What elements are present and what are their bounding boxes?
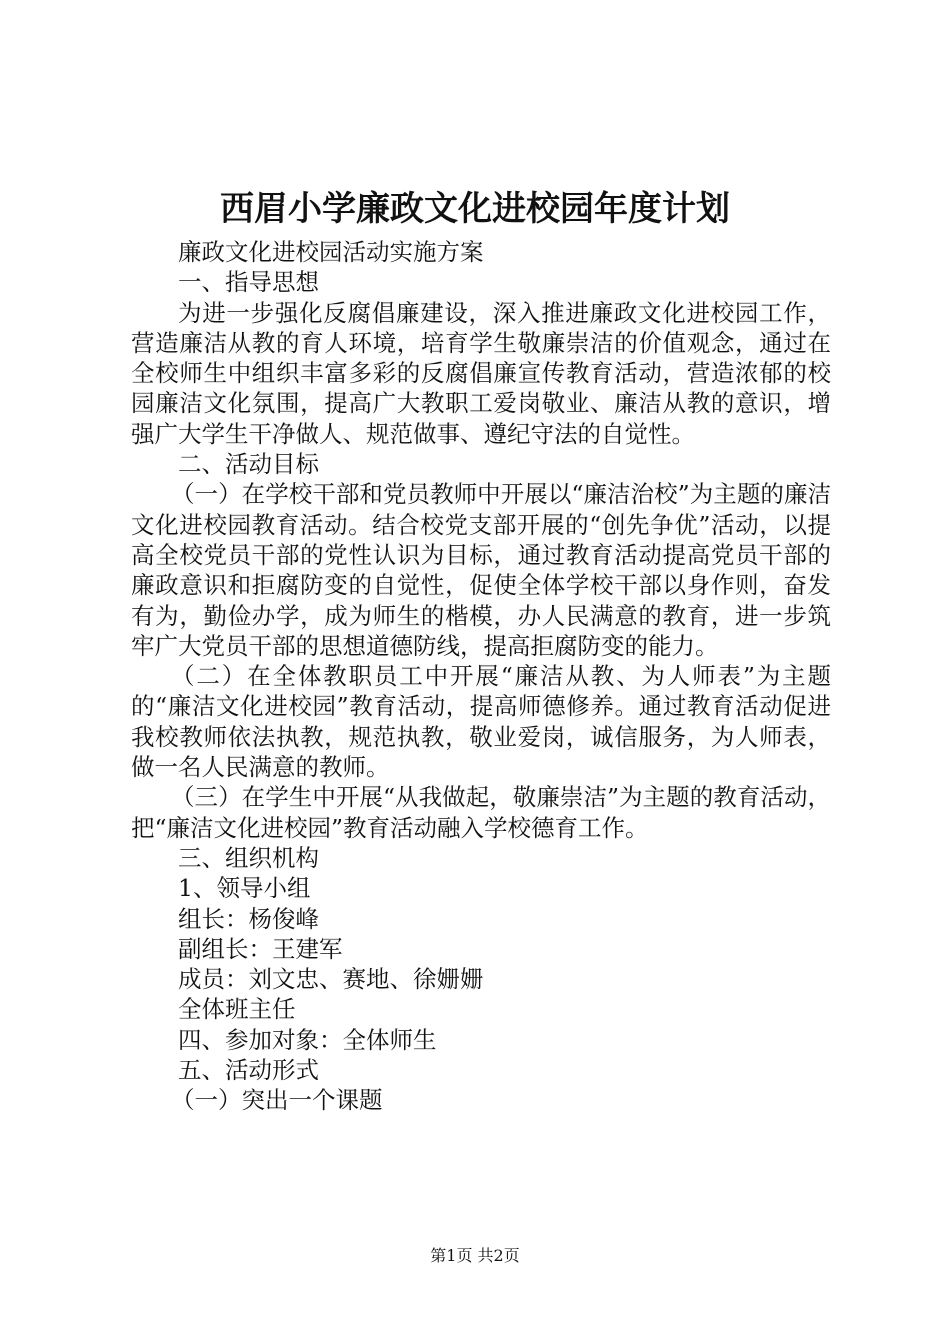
paragraph-members: 成员：刘文忠、赛地、徐姗姗 (178, 965, 484, 994)
paragraph-group-leader: 组长：杨俊峰 (178, 904, 319, 933)
page-footer: 第1页 共2页 (430, 1246, 520, 1265)
heading-activity-goals: 二、活动目标 (178, 450, 319, 479)
paragraph-leadership-group: 1、领导小组 (178, 874, 311, 903)
heading-activity-forms: 五、活动形式 (178, 1056, 319, 1085)
document-title: 西眉小学廉政文化进校园年度计划 (220, 189, 730, 229)
paragraph-form-1: （一）突出一个课题 (171, 1086, 383, 1115)
paragraph-deputy-leader: 副组长：王建军 (178, 934, 343, 963)
paragraph-goal-3: （三）在学生中开展“从我做起，敬廉崇洁”为主题的教育活动，把“廉洁文化进校园”教育活动融入学校德育工作。 (131, 783, 831, 842)
heading-organization: 三、组织机构 (178, 843, 319, 872)
paragraph-guiding-thought: 为进一步强化反腐倡廉建设，深入推进廉政文化进校园工作，营造廉洁从教的育人环境，培育学生敬廉崇洁的价值观念，通过在全校师生中组织丰富多彩的反腐倡廉宣传教育活动，营造浓郁的校园廉洁文化氛围，提高广大教职工爱岗敬业、廉洁从教的意识，增强广大学生干净做人、规范做事、遵纪守法的自觉性。 (131, 298, 831, 448)
document-body (131, 237, 831, 1116)
paragraph-goal-1: （一）在学校干部和党员教师中开展以“廉洁治校”为主题的廉洁文化进校园教育活动。结合校党支部开展的“创先争优”活动，以提高全校党员干部的党性认识为目标，通过教育活动提高党员干部的廉政意识和拒腐防变的自觉性，促使全体学校干部以身作则，奋发有为，勤俭办学，成为师生的楷模，办人民满意的教育，进一步筑牢广大党员干部的思想道德防线，提高拒腐防变的能力。 (131, 480, 831, 660)
heading-participants: 四、参加对象：全体师生 (178, 1025, 437, 1054)
paragraph-goal-2: （二）在全体教职员工中开展“廉洁从教、为人师表”为主题的“廉洁文化进校园”教育活动，提高师德修养。通过教育活动促进我校教师依法执教，规范执教，敬业爱岗，诚信服务，为人师表，做一名人民满意的教师。 (131, 662, 831, 782)
paragraph-subtitle: 廉政文化进校园活动实施方案 (178, 238, 484, 266)
paragraph-class-teachers: 全体班主任 (178, 995, 296, 1024)
heading-guiding-thought: 一、指导思想 (178, 268, 319, 297)
